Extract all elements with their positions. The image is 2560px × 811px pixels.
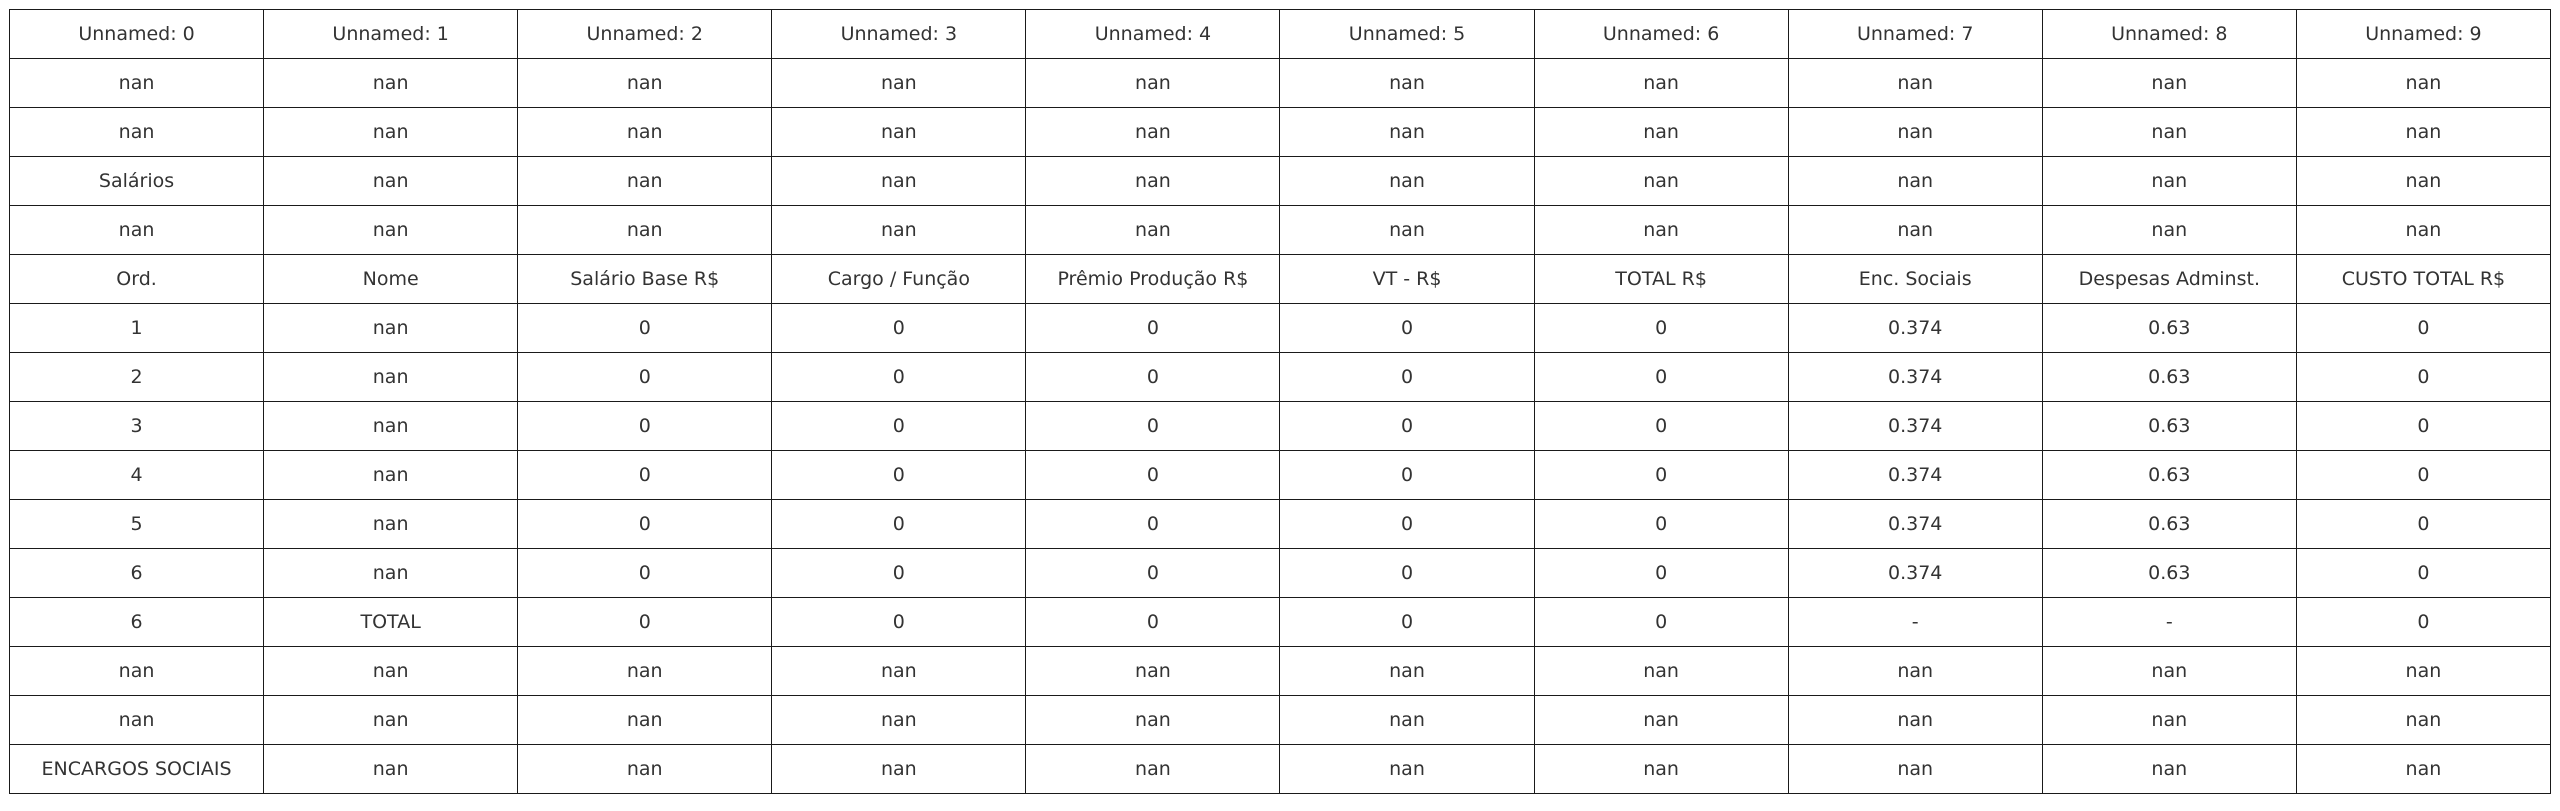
table-row	[10, 451, 2551, 500]
table-cell: 0	[518, 353, 772, 402]
table-cell: nan	[518, 745, 772, 794]
table-cell: 0	[1026, 500, 1280, 549]
table-cell: Nome	[264, 255, 518, 304]
table-cell: nan	[2296, 647, 2550, 696]
table-cell: 0	[518, 304, 772, 353]
column-header: Unnamed: 9	[2296, 10, 2550, 59]
column-header: Unnamed: 4	[1026, 10, 1280, 59]
table-cell: nan	[2042, 157, 2296, 206]
table-row	[10, 157, 2551, 206]
table-row	[10, 402, 2551, 451]
table-cell: 0	[1534, 304, 1788, 353]
table-cell: 0.374	[1788, 500, 2042, 549]
table-cell: nan	[772, 696, 1026, 745]
table-cell: nan	[2296, 59, 2550, 108]
table-cell: nan	[264, 304, 518, 353]
table-cell: 0	[772, 353, 1026, 402]
table-cell: 0	[518, 402, 772, 451]
table-cell: 0	[2296, 451, 2550, 500]
table-cell: 0	[1534, 402, 1788, 451]
table-cell: VT - R$	[1280, 255, 1534, 304]
table-cell: nan	[10, 59, 264, 108]
table-cell: nan	[2296, 157, 2550, 206]
table-cell: 0	[2296, 402, 2550, 451]
table-cell: CUSTO TOTAL R$	[2296, 255, 2550, 304]
table-cell: 0	[2296, 549, 2550, 598]
table-cell: nan	[264, 745, 518, 794]
table-cell: nan	[1280, 108, 1534, 157]
table-row	[10, 59, 2551, 108]
table-cell: 0	[1280, 500, 1534, 549]
table-cell: 3	[10, 402, 264, 451]
table-cell: 0	[1534, 451, 1788, 500]
table-cell: Enc. Sociais	[1788, 255, 2042, 304]
table-cell: 6	[10, 549, 264, 598]
table-row	[10, 745, 2551, 794]
table-cell: nan	[772, 647, 1026, 696]
column-header: Unnamed: 0	[10, 10, 264, 59]
table-cell: 0	[772, 598, 1026, 647]
table-cell: TOTAL R$	[1534, 255, 1788, 304]
table-cell: 0	[1534, 353, 1788, 402]
table-cell: 1	[10, 304, 264, 353]
table-cell: nan	[264, 402, 518, 451]
column-header: Unnamed: 1	[264, 10, 518, 59]
table-cell: nan	[264, 59, 518, 108]
table-cell: nan	[1788, 206, 2042, 255]
table-body	[10, 10, 2551, 794]
table-cell: Ord.	[10, 255, 264, 304]
table-cell: nan	[2042, 696, 2296, 745]
table-cell: Cargo / Função	[772, 255, 1026, 304]
table-row	[10, 206, 2551, 255]
table-cell: nan	[1788, 108, 2042, 157]
table-cell: 0.374	[1788, 304, 2042, 353]
table-cell: nan	[1534, 745, 1788, 794]
data-table	[9, 9, 2551, 794]
table-cell: nan	[1788, 59, 2042, 108]
table-cell: nan	[772, 108, 1026, 157]
table-cell: 0	[2296, 500, 2550, 549]
table-cell: 0	[1280, 451, 1534, 500]
table-cell: nan	[264, 549, 518, 598]
table-cell: 0.374	[1788, 549, 2042, 598]
table-cell: 0	[518, 500, 772, 549]
table-cell: nan	[1280, 59, 1534, 108]
table-cell: nan	[518, 108, 772, 157]
table-cell: nan	[1280, 157, 1534, 206]
table-cell: 0	[1534, 500, 1788, 549]
table-cell: Salários	[10, 157, 264, 206]
table-cell: nan	[1280, 647, 1534, 696]
column-header: Unnamed: 8	[2042, 10, 2296, 59]
table-cell: nan	[2296, 108, 2550, 157]
table-cell: 0	[1280, 549, 1534, 598]
table-cell: nan	[1026, 157, 1280, 206]
table-cell: 0.63	[2042, 304, 2296, 353]
table-cell: nan	[2296, 745, 2550, 794]
table-cell: 0	[1026, 353, 1280, 402]
table-cell: 0	[2296, 598, 2550, 647]
table-cell: nan	[518, 59, 772, 108]
table-cell: 0.374	[1788, 402, 2042, 451]
table-cell: 0	[772, 304, 1026, 353]
table-cell: nan	[1280, 206, 1534, 255]
table-cell: nan	[518, 696, 772, 745]
table-row	[10, 353, 2551, 402]
table-row	[10, 598, 2551, 647]
table-cell: 0	[772, 402, 1026, 451]
table-cell: 0.63	[2042, 549, 2296, 598]
table-cell: Salário Base R$	[518, 255, 772, 304]
table-cell: nan	[2042, 59, 2296, 108]
table-cell: 0	[518, 451, 772, 500]
table-cell: nan	[1026, 696, 1280, 745]
table-row	[10, 696, 2551, 745]
table-cell: -	[1788, 598, 2042, 647]
table-cell: 0	[1026, 549, 1280, 598]
table-cell: nan	[1026, 745, 1280, 794]
table-cell: 0	[772, 451, 1026, 500]
table-cell: nan	[1534, 59, 1788, 108]
table-cell: -	[2042, 598, 2296, 647]
table-cell: nan	[1534, 696, 1788, 745]
table-cell: 0	[1280, 353, 1534, 402]
table-cell: 0.374	[1788, 353, 2042, 402]
table-cell: Prêmio Produção R$	[1026, 255, 1280, 304]
table-cell: nan	[518, 157, 772, 206]
table-cell: 6	[10, 598, 264, 647]
table-cell: nan	[1026, 59, 1280, 108]
table-cell: nan	[1788, 745, 2042, 794]
table-cell: 0.63	[2042, 353, 2296, 402]
table-cell: nan	[2042, 206, 2296, 255]
column-header: Unnamed: 3	[772, 10, 1026, 59]
table-cell: 0.63	[2042, 402, 2296, 451]
column-header: Unnamed: 7	[1788, 10, 2042, 59]
table-row	[10, 549, 2551, 598]
table-cell: 0.63	[2042, 500, 2296, 549]
table-cell: nan	[772, 745, 1026, 794]
table-cell: 0	[1534, 598, 1788, 647]
table-cell: nan	[1534, 157, 1788, 206]
table-cell: nan	[1026, 206, 1280, 255]
table-cell: nan	[2296, 206, 2550, 255]
table-cell: nan	[264, 451, 518, 500]
table-cell: 0	[518, 549, 772, 598]
table-cell: nan	[264, 696, 518, 745]
table-cell: nan	[264, 206, 518, 255]
column-header: Unnamed: 5	[1280, 10, 1534, 59]
table-cell: nan	[10, 108, 264, 157]
table-cell: 0	[1026, 451, 1280, 500]
table-cell: nan	[1534, 647, 1788, 696]
column-header: Unnamed: 2	[518, 10, 772, 59]
table-row	[10, 304, 2551, 353]
table-row	[10, 255, 2551, 304]
table-cell: nan	[772, 206, 1026, 255]
table-cell: nan	[1534, 108, 1788, 157]
table-cell: nan	[264, 647, 518, 696]
table-cell: 0	[1280, 304, 1534, 353]
table-cell: Despesas Adminst.	[2042, 255, 2296, 304]
table-cell: nan	[2296, 696, 2550, 745]
table-cell: nan	[1788, 647, 2042, 696]
table-cell: nan	[2042, 745, 2296, 794]
table-cell: nan	[1788, 696, 2042, 745]
table-row	[10, 108, 2551, 157]
table-cell: 0	[518, 598, 772, 647]
table-cell: nan	[264, 500, 518, 549]
table-header-row	[10, 10, 2551, 59]
table-cell: 0	[1534, 549, 1788, 598]
table-cell: nan	[10, 647, 264, 696]
table-cell: 0.63	[2042, 451, 2296, 500]
table-row	[10, 500, 2551, 549]
table-cell: nan	[2042, 647, 2296, 696]
table-cell: 0	[2296, 304, 2550, 353]
table-cell: nan	[518, 206, 772, 255]
table-cell: nan	[10, 696, 264, 745]
table-cell: 4	[10, 451, 264, 500]
table-cell: 0	[1280, 402, 1534, 451]
table-cell: 0	[1026, 304, 1280, 353]
table-cell: 5	[10, 500, 264, 549]
table-cell: 0	[2296, 353, 2550, 402]
table-cell: nan	[264, 108, 518, 157]
table-cell: TOTAL	[264, 598, 518, 647]
table-cell: nan	[1026, 108, 1280, 157]
table-cell: nan	[772, 157, 1026, 206]
table-cell: nan	[10, 206, 264, 255]
table-cell: nan	[1788, 157, 2042, 206]
table-cell: nan	[2042, 108, 2296, 157]
table-cell: 0	[772, 500, 1026, 549]
table-cell: nan	[264, 157, 518, 206]
table-cell: nan	[772, 59, 1026, 108]
table-cell: 0	[1280, 598, 1534, 647]
table-cell: 0	[1026, 402, 1280, 451]
table-cell: nan	[1280, 745, 1534, 794]
table-cell: ENCARGOS SOCIAIS	[10, 745, 264, 794]
table-cell: nan	[518, 647, 772, 696]
table-cell: nan	[1534, 206, 1788, 255]
table-cell: nan	[1026, 647, 1280, 696]
table-cell: nan	[264, 353, 518, 402]
table-row	[10, 647, 2551, 696]
table-cell: nan	[1280, 696, 1534, 745]
table-cell: 2	[10, 353, 264, 402]
table-cell: 0	[1026, 598, 1280, 647]
table-cell: 0.374	[1788, 451, 2042, 500]
column-header: Unnamed: 6	[1534, 10, 1788, 59]
table-cell: 0	[772, 549, 1026, 598]
